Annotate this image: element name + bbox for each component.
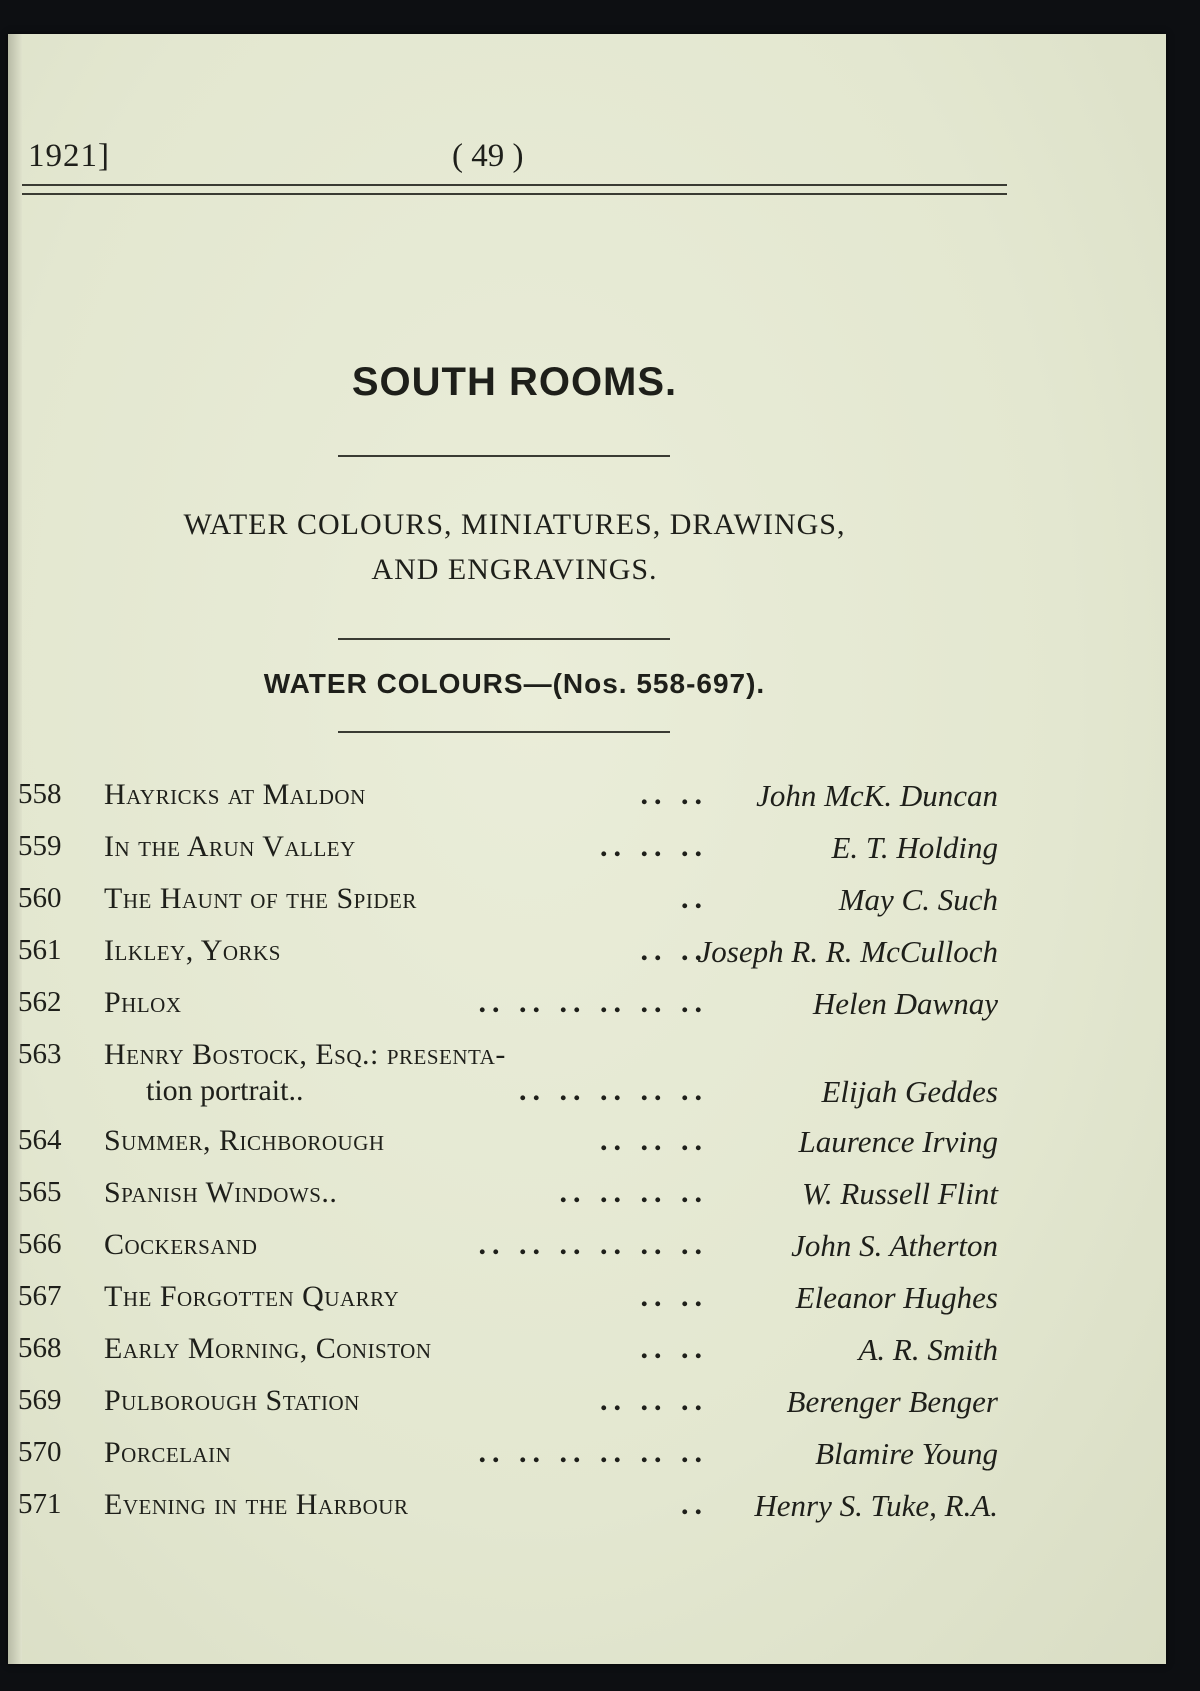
entry-leader-dots: .. .. (640, 1280, 708, 1313)
entry-number: 567 (18, 1280, 62, 1312)
entry-artist: Laurence Irving (798, 1124, 998, 1159)
header-year: 1921] (28, 138, 110, 174)
entry-leader-dots: .. .. .. .. (559, 1176, 708, 1209)
entry-title: Cockersand (104, 1228, 258, 1261)
entry-artist: Berenger Benger (786, 1384, 998, 1419)
entry-artist: John McK. Duncan (756, 778, 998, 813)
entry-title: The Forgotten Quarry (104, 1280, 400, 1313)
catalogue-entry (8, 828, 1008, 880)
entry-leader-dots: .. .. (640, 778, 708, 811)
entry-leader-dots: .. .. .. .. .. .. (478, 1228, 708, 1261)
entry-leader-dots: .. .. .. (600, 1124, 708, 1157)
entry-title: Early Morning, Coniston (104, 1332, 432, 1365)
entry-title: Porcelain (104, 1436, 232, 1469)
catalogue-entry (8, 932, 1008, 984)
page-number: ( 49 ) (452, 138, 524, 174)
entry-leader-dots: .. .. .. (600, 830, 708, 863)
entry-number: 561 (18, 934, 62, 966)
entry-title: Hayricks at Maldon (104, 778, 366, 811)
entry-title: Ilkley, Yorks (104, 934, 281, 967)
entry-title: Phlox (104, 986, 182, 1019)
entry-artist: John S. Atherton (791, 1228, 998, 1263)
entry-number: 569 (18, 1384, 62, 1416)
entry-artist: Henry S. Tuke, R.A. (754, 1488, 998, 1523)
entry-leader-dots: .. .. (640, 1332, 708, 1365)
entry-leader-dots: .. .. .. .. .. .. (478, 1436, 708, 1469)
water-colours-heading: WATER COLOURS—(Nos. 558-697). (263, 668, 766, 699)
catalogue-list (8, 776, 1008, 1538)
entry-title: Henry Bostock, Esq.: presenta- (104, 1038, 506, 1071)
entry-number: 558 (18, 778, 62, 810)
entry-artist: May C. Such (838, 882, 998, 917)
catalogue-entry (8, 1036, 1008, 1122)
entry-title-continuation: tion portrait.. (146, 1074, 304, 1107)
entry-number: 559 (18, 830, 62, 862)
entry-number: 564 (18, 1124, 62, 1156)
entry-leader-dots: .. .. (640, 934, 708, 967)
entry-leader-dots: .. (681, 1488, 708, 1521)
entry-leader-dots: .. .. .. .. .. (519, 1074, 708, 1107)
catalogue-entry (8, 1122, 1008, 1174)
entry-title: Evening in the Harbour (104, 1488, 409, 1521)
catalogue-entry (8, 984, 1008, 1036)
entry-leader-dots: .. .. .. (600, 1384, 708, 1417)
entry-artist: W. Russell Flint (801, 1176, 998, 1211)
entry-number: 565 (18, 1176, 62, 1208)
page-header (22, 138, 1012, 188)
entry-number: 571 (18, 1488, 62, 1520)
catalogue-entry (8, 1278, 1008, 1330)
entry-number: 570 (18, 1436, 62, 1468)
catalogue-entry (8, 1174, 1008, 1226)
divider-rule (338, 638, 670, 640)
header-double-rule (22, 184, 1007, 195)
catalogue-entry (8, 1226, 1008, 1278)
subtitle-line-2: AND ENGRAVINGS. (371, 553, 658, 586)
catalogue-page (8, 34, 1166, 1664)
entry-artist: Blamire Young (815, 1436, 998, 1471)
entry-leader-dots: .. (681, 882, 708, 915)
entry-number: 562 (18, 986, 62, 1018)
catalogue-entry (8, 1434, 1008, 1486)
entry-number: 568 (18, 1332, 62, 1364)
section-subtitle (22, 502, 1007, 592)
subtitle-line-1: WATER COLOURS, MINIATURES, DRAWINGS, (183, 508, 846, 541)
entry-title: Pulborough Station (104, 1384, 360, 1417)
catalogue-entry (8, 1330, 1008, 1382)
entry-title: The Haunt of the Spider (104, 882, 417, 915)
section-title: SOUTH ROOMS. (351, 360, 678, 404)
entry-artist: Eleanor Hughes (795, 1280, 998, 1315)
entry-title: In the Arun Valley (104, 830, 356, 863)
divider-rule (338, 455, 670, 457)
catalogue-entry (8, 1486, 1008, 1538)
entry-title: Summer, Richborough (104, 1124, 385, 1157)
catalogue-entry (8, 880, 1008, 932)
divider-rule (338, 731, 670, 733)
entry-title: Spanish Windows.. (104, 1176, 338, 1209)
entry-artist: Helen Dawnay (812, 986, 998, 1021)
entry-leader-dots: .. .. .. .. .. .. (478, 986, 708, 1019)
catalogue-entry (8, 776, 1008, 828)
entry-number: 566 (18, 1228, 62, 1260)
entry-number: 563 (18, 1038, 62, 1070)
entry-artist: Elijah Geddes (821, 1074, 998, 1109)
catalogue-entry (8, 1382, 1008, 1434)
entry-number: 560 (18, 882, 62, 914)
entry-artist: E. T. Holding (831, 830, 998, 865)
entry-artist: A. R. Smith (858, 1332, 998, 1367)
entry-artist: Joseph R. R. McCulloch (697, 934, 998, 969)
